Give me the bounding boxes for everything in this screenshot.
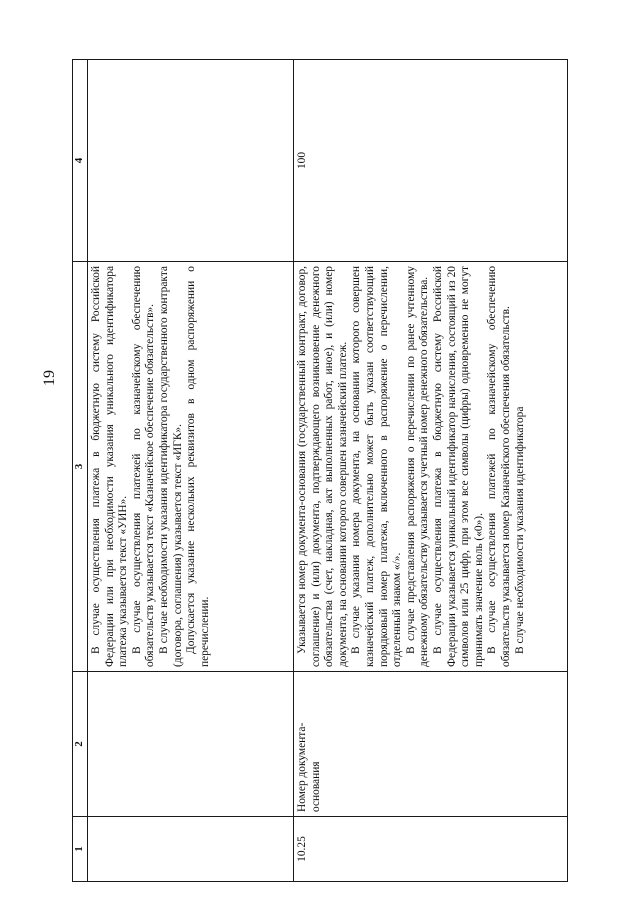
row-number-cell: 10.25 bbox=[294, 817, 568, 882]
row-description-cell bbox=[294, 262, 568, 672]
description-paragraph: В случае осуществления платежа в бюджетную систему Российской Федерации указывается уникальный идентификатор начисления, состоящий из 20 символов или 25 цифр, при этом все символы (цифры) одновременно не могут принимать значение ноль («0»). bbox=[431, 266, 485, 667]
column-header-4: 4 bbox=[73, 60, 88, 262]
row-value-cell bbox=[88, 60, 294, 262]
row-number-cell bbox=[88, 817, 294, 882]
description-paragraph: В случае указания номера документа, на основании которого совершен казначейский платеж, дополнительно может быть указан соответствующий порядковый номер платежа, включенного в распоряжение о перечислении, отделенный знаком «/». bbox=[350, 266, 404, 667]
description-paragraph: В случае осуществления платежа в бюджетную систему Российской Федерации или при необходимости указания уникального идентификатора платежа указывается текст «УИН». bbox=[90, 266, 130, 667]
column-header-1: 1 bbox=[73, 817, 88, 882]
table-row bbox=[88, 60, 294, 882]
description-paragraph: В случае представления распоряжения о перечислении по ранее учтенному денежному обязательству указывается учетный номер денежного обязательства. bbox=[404, 266, 431, 667]
row-name-cell: Номер документа-основания bbox=[294, 672, 568, 817]
page-number: 19 bbox=[41, 370, 58, 386]
description-paragraph: В случае необходимости указания идентификатора bbox=[513, 406, 526, 654]
table-row bbox=[294, 60, 568, 882]
description-paragraph: В случае осуществления платежей по казначейскому обеспечению обязательств указывается номер Казначейского обеспечения обязательств. bbox=[486, 266, 512, 667]
description-paragraph: Указывается номер документа-основания (государственный контракт, договор, соглашение) и (или) документа, подтверждающего возникновение денежного обязательства (счет, накладная, акт выполненных работ, иное), и (или) номер документа, на основании которого совершен казначейский платеж. bbox=[296, 266, 349, 667]
requisites-table bbox=[72, 59, 568, 882]
description-paragraph: В случае необходимости указания идентификатора государственного контракта (договора, соглашения) указывается текст «ИГК». bbox=[157, 266, 184, 667]
column-header-3: 3 bbox=[73, 262, 88, 672]
table-container bbox=[72, 60, 568, 882]
row-name-cell bbox=[88, 672, 294, 817]
description-paragraph: В случае осуществления платежей по казначейскому обеспечению обязательств указывается текст «Казначейское обеспечение обязательств». bbox=[130, 266, 157, 667]
row-value-cell: 100 bbox=[294, 60, 568, 262]
row-description-cell bbox=[88, 262, 294, 672]
column-header-2: 2 bbox=[73, 672, 88, 817]
table-header-row bbox=[73, 60, 88, 882]
description-paragraph: Допускается указание нескольких реквизитов в одном распоряжении о перечислении. bbox=[185, 266, 211, 667]
